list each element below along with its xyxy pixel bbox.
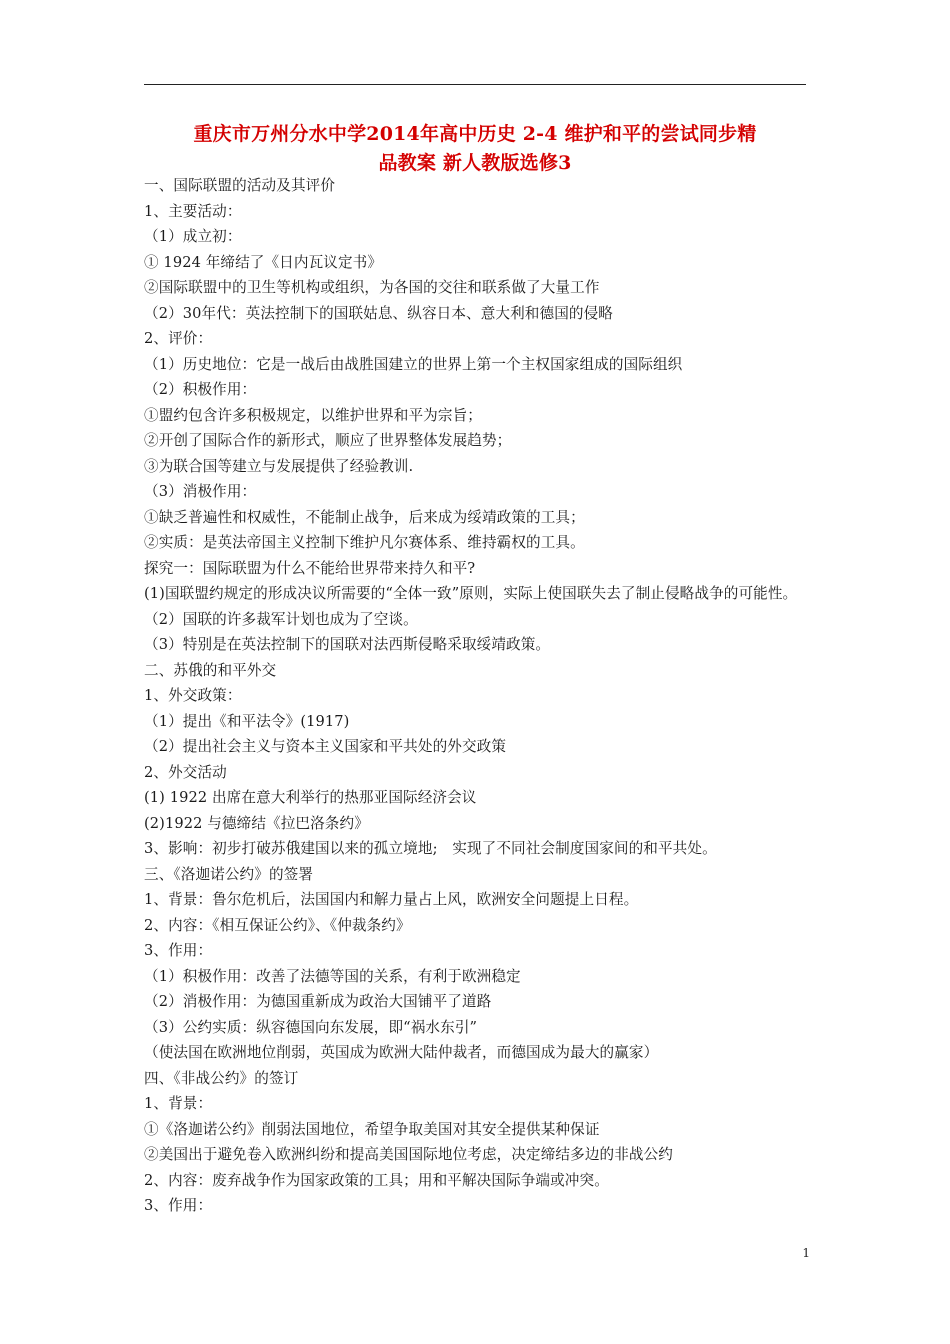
- body-line: ③为联合国等建立与发展提供了经验教训.: [144, 457, 414, 475]
- body-line: （1）提出《和平法令》(1917): [144, 712, 350, 730]
- body-line: （2）提出社会主义与资本主义国家和平共处的外交政策: [144, 738, 507, 755]
- section-heading: 一、国际联盟的活动及其评价: [144, 177, 336, 194]
- section-heading: 二、苏俄的和平外交: [144, 661, 277, 679]
- body-line: 1、背景：鲁尔危机后，法国国内和解力量占上风，欧洲安全问题提上日程。: [144, 891, 639, 908]
- body-line: ②美国出于避免卷入欧洲纠纷和提高美国国际地位考虑，决定缔结多边的非战公约: [144, 1146, 673, 1163]
- body-line: 1、主要活动：: [144, 202, 242, 220]
- body-line: 1、背景：: [144, 1095, 213, 1112]
- body-line: ②实质：是英法帝国主义控制下维护凡尔赛体系、维持霸权的工具。: [144, 534, 585, 551]
- body-line: ①盟约包含许多积极规定，以维护世界和平为宗旨；: [144, 406, 482, 424]
- body-line: 探究一：国际联盟为什么不能给世界带来持久和平?: [144, 559, 476, 577]
- document-title-line-2: 品教案 新人教版选修3: [378, 152, 572, 174]
- body-paragraph: (1)国联盟约规定的形成决议所需要的“全体一致”原则，实际上使国联失去了制止侵略战争的可能性。: [144, 585, 798, 602]
- document-body: [144, 173, 808, 1219]
- body-line: （3）特别是在英法控制下的国联对法西斯侵略采取绥靖政策。: [144, 636, 551, 653]
- body-line: ①《洛迦诺公约》削弱法国地位，希望争取美国对其安全提供某种保证: [144, 1120, 600, 1138]
- body-line: 2、内容：《相互保证公约》、《仲裁条约》: [144, 916, 411, 934]
- body-line: 2、评价：: [144, 330, 213, 347]
- body-line: （3）公约实质：纵容德国向东发展，即“祸水东引”: [144, 1018, 478, 1036]
- body-line: （2）30年代：英法控制下的国联姑息、纵容日本、意大利和德国的侵略: [144, 304, 613, 322]
- body-line: （2）积极作用：: [144, 381, 257, 398]
- body-line: ②开创了国际合作的新形式，顺应了世界整体发展趋势；: [144, 432, 512, 449]
- body-line: 1、外交政策：: [144, 687, 242, 704]
- document-title: [144, 120, 806, 178]
- body-line: （3）消极作用：: [144, 483, 257, 500]
- body-line: （1）积极作用：改善了法德等国的关系，有利于欧洲稳定: [144, 967, 521, 985]
- body-line: 3、作用：: [144, 942, 213, 959]
- body-line: （1）成立初：: [144, 228, 242, 245]
- body-line: (2)1922 与德缔结《拉巴洛条约》: [144, 814, 369, 832]
- body-line: 2、外交活动: [144, 763, 227, 781]
- body-line: （2）消极作用：为德国重新成为政治大国铺平了道路: [144, 993, 492, 1010]
- body-line: ②国际联盟中的卫生等机构或组织，为各国的交往和联系做了大量工作: [144, 279, 600, 296]
- document-title-line-1: 重庆市万州分水中学2014年高中历史 2-4 维护和平的尝试同步精: [193, 123, 757, 145]
- body-line: 3、作用：: [144, 1197, 213, 1214]
- section-heading: 三、《洛迦诺公约》的签署: [144, 865, 314, 883]
- body-line: （使法国在欧洲地位削弱，英国成为欧洲大陆仲裁者，而德国成为最大的赢家）: [144, 1044, 659, 1061]
- body-line: (1) 1922 出席在意大利举行的热那亚国际经济会议: [144, 789, 477, 806]
- body-line: 2、内容：废弃战争作为国家政策的工具；用和平解决国际争端或冲突。: [144, 1171, 609, 1189]
- body-line: ① 1924 年缔结了《日内瓦议定书》: [144, 253, 383, 271]
- body-line: （1）历史地位：它是一战后由战胜国建立的世界上第一个主权国家组成的国际组织: [144, 355, 683, 373]
- page-number: 1: [802, 1246, 810, 1260]
- section-heading: 四、《非战公约》的签订: [144, 1069, 299, 1087]
- body-line: ①缺乏普遍性和权威性，不能制止战争，后来成为绥靖政策的工具；: [144, 508, 585, 526]
- body-line: 3、影响：初步打破苏俄建国以来的孤立境地; 实现了不同社会制度国家间的和平共处。: [144, 840, 717, 857]
- body-line: （2）国联的许多裁军计划也成为了空谈。: [144, 610, 418, 628]
- header-rule: [144, 84, 806, 85]
